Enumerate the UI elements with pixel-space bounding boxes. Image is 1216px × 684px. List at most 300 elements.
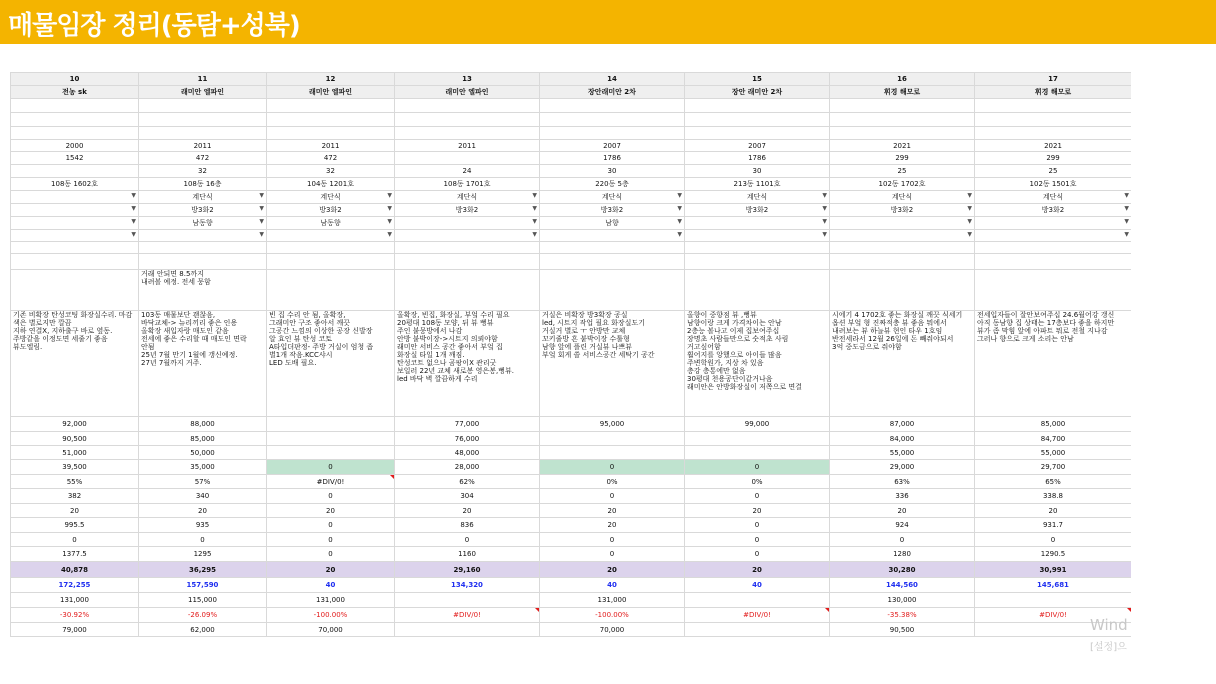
grid-cell[interactable]: 115,000 bbox=[139, 593, 267, 608]
grid-cell[interactable]: 래미안 엘파인 bbox=[395, 86, 540, 99]
grid-cell[interactable]: 거래 안되면 8.5까지 내려볼 예정. 전세 뭉함 bbox=[139, 270, 267, 311]
grid-cell[interactable] bbox=[540, 127, 685, 140]
dropdown-arrow-icon[interactable]: ▼ bbox=[967, 192, 972, 199]
grid-cell[interactable]: 299 bbox=[830, 152, 975, 165]
grid-cell[interactable]: 20 bbox=[540, 504, 685, 518]
dropdown-arrow-icon[interactable]: ▼ bbox=[259, 205, 264, 212]
grid-cell[interactable]: 145,681 bbox=[975, 578, 1132, 593]
grid-cell[interactable]: 2021 bbox=[830, 140, 975, 152]
grid-cell[interactable]: 108동 1602호 bbox=[11, 178, 139, 191]
dropdown-arrow-icon[interactable]: ▼ bbox=[822, 218, 827, 225]
grid-cell[interactable]: 32 bbox=[139, 165, 267, 178]
grid-cell[interactable]: 36,295 bbox=[139, 562, 267, 578]
grid-cell[interactable] bbox=[139, 242, 267, 254]
grid-cell[interactable] bbox=[685, 270, 830, 311]
table-row bbox=[11, 140, 1132, 152]
grid-cell[interactable]: 방3화2 ▼ bbox=[139, 204, 267, 217]
dropdown-arrow-icon[interactable]: ▼ bbox=[387, 231, 392, 238]
grid-cell[interactable] bbox=[975, 270, 1132, 311]
grid-cell[interactable]: 남향 ▼ bbox=[540, 217, 685, 230]
grid-cell[interactable] bbox=[830, 254, 975, 270]
grid-cell[interactable]: 방3화2 ▼ bbox=[540, 204, 685, 217]
grid-cell[interactable]: 계단식 ▼ bbox=[395, 191, 540, 204]
grid-cell[interactable]: 84,000 bbox=[830, 432, 975, 446]
grid-cell[interactable]: 2011 bbox=[139, 140, 267, 152]
grid-cell[interactable]: 0 bbox=[267, 533, 395, 547]
grid-cell[interactable] bbox=[685, 127, 830, 140]
grid-cell[interactable]: 70,000 bbox=[267, 623, 395, 637]
grid-cell[interactable]: 1160 bbox=[395, 547, 540, 562]
grid-cell[interactable]: 1295 bbox=[139, 547, 267, 562]
grid-cell[interactable]: 올확장, 빈집, 화장실, 부엌 수리 필요 20평대 108동 모양, 뒤 뷰 뻥뷰 주인 붙뭉방에서 나감 안방 붙박이장->시트지 의뢰야함 래미안 서비스 공간 좋아서 부엌 집 화장실 타일 1개 깨짐. 탄성코트 없으나 곰팡이X 관리굿 보일러 22년 교체 새로봉 영은봉,뻥뷰. led 바닥 벽 깔끔하게 수리 bbox=[395, 311, 540, 417]
dropdown-arrow-icon[interactable]: ▼ bbox=[677, 218, 682, 225]
grid-cell[interactable]: 299 bbox=[975, 152, 1132, 165]
dropdown-arrow-icon[interactable]: ▼ bbox=[259, 231, 264, 238]
grid-cell[interactable]: 1542 bbox=[11, 152, 139, 165]
dropdown-arrow-icon[interactable]: ▼ bbox=[532, 218, 537, 225]
dropdown-arrow-icon[interactable]: ▼ bbox=[677, 231, 682, 238]
grid-cell[interactable]: 25 bbox=[830, 165, 975, 178]
grid-cell[interactable] bbox=[11, 165, 139, 178]
grid-cell[interactable]: 1377.5 bbox=[11, 547, 139, 562]
grid-cell[interactable]: 2007 bbox=[540, 140, 685, 152]
grid-cell[interactable]: 계단식 ▼ bbox=[830, 191, 975, 204]
dropdown-arrow-icon[interactable]: ▼ bbox=[131, 205, 136, 212]
grid-cell[interactable]: 87,000 bbox=[830, 417, 975, 432]
grid-cell[interactable]: 계단식 ▼ bbox=[685, 191, 830, 204]
grid-cell[interactable]: 51,000 bbox=[11, 446, 139, 460]
grid-cell[interactable] bbox=[830, 113, 975, 127]
grid-cell[interactable]: 전농 sk bbox=[11, 86, 139, 99]
grid-cell[interactable] bbox=[139, 113, 267, 127]
grid-cell[interactable]: 172,255 bbox=[11, 578, 139, 593]
grid-cell[interactable]: 50,000 bbox=[139, 446, 267, 460]
grid-cell[interactable] bbox=[139, 254, 267, 270]
grid-cell[interactable]: 924 bbox=[830, 518, 975, 533]
grid-cell[interactable]: 15 bbox=[685, 73, 830, 86]
grid-cell[interactable]: 336 bbox=[830, 489, 975, 504]
dropdown-arrow-icon[interactable]: ▼ bbox=[1124, 192, 1129, 199]
grid-cell[interactable]: 30 bbox=[685, 165, 830, 178]
grid-cell[interactable]: 1786 bbox=[540, 152, 685, 165]
grid-cell[interactable]: 빈 집 수리 안 됨, 올확장, 그래미안 구조 좋아서 깨끗 그공간 느낌의 이상한 공장 신발장 알 효인 뷰 탄성 코토 A타입더판정- 주방 거실이 엄청 좁 별1개 작음.KCC샤시 LED 도배 필요. bbox=[267, 311, 395, 417]
grid-cell[interactable]: 20 bbox=[975, 504, 1132, 518]
grid-cell[interactable]: 1786 bbox=[685, 152, 830, 165]
grid-cell[interactable]: 0% bbox=[685, 475, 830, 489]
dropdown-arrow-icon[interactable]: ▼ bbox=[131, 218, 136, 225]
grid-cell[interactable]: 102동 1702호 bbox=[830, 178, 975, 191]
grid-cell[interactable]: 57% bbox=[139, 475, 267, 489]
dropdown-arrow-icon[interactable]: ▼ bbox=[1124, 205, 1129, 212]
dropdown-arrow-icon[interactable]: ▼ bbox=[131, 192, 136, 199]
grid-cell[interactable] bbox=[685, 217, 830, 230]
dropdown-arrow-icon[interactable]: ▼ bbox=[387, 192, 392, 199]
grid-cell[interactable]: 84,700 bbox=[975, 432, 1132, 446]
grid-cell[interactable]: 0 bbox=[540, 533, 685, 547]
grid-cell[interactable] bbox=[395, 230, 540, 242]
grid-cell[interactable] bbox=[830, 270, 975, 311]
grid-cell[interactable] bbox=[685, 230, 830, 242]
grid-cell[interactable]: 2011 bbox=[267, 140, 395, 152]
dropdown-arrow-icon[interactable]: ▼ bbox=[677, 192, 682, 199]
grid-cell[interactable] bbox=[267, 254, 395, 270]
grid-cell[interactable] bbox=[395, 242, 540, 254]
grid-cell[interactable]: 0 bbox=[830, 533, 975, 547]
grid-cell[interactable]: 104동 1201호 bbox=[267, 178, 395, 191]
grid-cell[interactable]: 방3화2 ▼ bbox=[830, 204, 975, 217]
grid-cell[interactable]: #DIV/0! bbox=[395, 608, 540, 623]
grid-cell[interactable]: 85,000 bbox=[975, 417, 1132, 432]
grid-cell[interactable]: 방3화2 ▼ bbox=[975, 204, 1132, 217]
grid-cell[interactable] bbox=[395, 152, 540, 165]
grid-cell[interactable] bbox=[395, 127, 540, 140]
grid-cell[interactable]: 103동 매물보단 괜찮음, 바닥교체-> 뉴리끼리 좋은 인용 올확장 새입자랑 매도인 같음 전세에 좋은 수리할 때 매도인 면락 안됨 25년 7월 만기 1월에 갱신예정. 27년 7월까지 거주. bbox=[139, 311, 267, 417]
grid-cell[interactable] bbox=[685, 432, 830, 446]
grid-cell[interactable]: 20 bbox=[540, 562, 685, 578]
grid-cell[interactable]: -26.09% bbox=[139, 608, 267, 623]
grid-cell[interactable]: 55% bbox=[11, 475, 139, 489]
grid-cell[interactable]: 472 bbox=[139, 152, 267, 165]
grid-cell[interactable]: 76,000 bbox=[395, 432, 540, 446]
grid-cell[interactable]: 30,991 bbox=[975, 562, 1132, 578]
dropdown-arrow-icon[interactable]: ▼ bbox=[822, 192, 827, 199]
grid-cell[interactable]: 29,160 bbox=[395, 562, 540, 578]
grid-cell[interactable]: 10 bbox=[11, 73, 139, 86]
grid-cell[interactable]: 17 bbox=[975, 73, 1132, 86]
grid-cell[interactable] bbox=[975, 113, 1132, 127]
table-row bbox=[11, 311, 1132, 417]
dropdown-arrow-icon[interactable]: ▼ bbox=[677, 205, 682, 212]
grid-cell[interactable]: 0 bbox=[267, 489, 395, 504]
grid-cell[interactable] bbox=[830, 230, 975, 242]
grid-cell[interactable]: 전세입자들이 잘안보여주십 24.6월어강 갱신 아직 동남향 집 상태는 17층보다 좋을 하지만 뷰가 좀 막힘 앞에 아파트 뭐로 전철 지나감 그러나 향으로 크게 소리는 안남 bbox=[975, 311, 1132, 417]
grid-cell[interactable]: 108동 1701호 bbox=[395, 178, 540, 191]
grid-cell[interactable] bbox=[11, 127, 139, 140]
grid-cell[interactable] bbox=[540, 99, 685, 113]
grid-cell[interactable]: 220동 5층 bbox=[540, 178, 685, 191]
grid-cell[interactable] bbox=[267, 230, 395, 242]
grid-cell[interactable]: 40,878 bbox=[11, 562, 139, 578]
grid-cell[interactable] bbox=[540, 242, 685, 254]
grid-cell[interactable] bbox=[267, 113, 395, 127]
grid-cell[interactable]: 2011 bbox=[395, 140, 540, 152]
grid-cell[interactable]: 0 bbox=[540, 489, 685, 504]
grid-cell[interactable]: 62% bbox=[395, 475, 540, 489]
grid-cell[interactable]: 기존 비확장 탄성코팅 화장실수리. 마감색은 별로지만 깔끔 지하 연결X, 지하출구 바로 옆동. 주방같을 이정도면 세줄기 좋음 뷰도엘림. bbox=[11, 311, 139, 417]
grid-cell[interactable] bbox=[267, 127, 395, 140]
dropdown-arrow-icon[interactable]: ▼ bbox=[967, 205, 972, 212]
dropdown-arrow-icon[interactable]: ▼ bbox=[387, 218, 392, 225]
grid-cell[interactable]: 29,700 bbox=[975, 460, 1132, 475]
grid-cell[interactable]: 836 bbox=[395, 518, 540, 533]
grid-cell[interactable]: 20 bbox=[395, 504, 540, 518]
dropdown-arrow-icon[interactable]: ▼ bbox=[532, 231, 537, 238]
grid-cell[interactable]: 1280 bbox=[830, 547, 975, 562]
grid-cell[interactable]: 88,000 bbox=[139, 417, 267, 432]
grid-cell[interactable]: -35.38% bbox=[830, 608, 975, 623]
grid-cell[interactable]: 62,000 bbox=[139, 623, 267, 637]
dropdown-arrow-icon[interactable]: ▼ bbox=[967, 231, 972, 238]
grid-cell[interactable] bbox=[11, 242, 139, 254]
grid-cell[interactable]: 213동 1101호 bbox=[685, 178, 830, 191]
grid-cell[interactable] bbox=[830, 242, 975, 254]
grid-cell[interactable] bbox=[11, 254, 139, 270]
dropdown-arrow-icon[interactable]: ▼ bbox=[532, 205, 537, 212]
grid-cell[interactable]: 995.5 bbox=[11, 518, 139, 533]
grid-cell[interactable]: #DIV/0! bbox=[267, 475, 395, 489]
grid-cell[interactable] bbox=[11, 99, 139, 113]
grid-cell[interactable]: 0 bbox=[540, 460, 685, 475]
grid-cell[interactable]: 24 bbox=[395, 165, 540, 178]
grid-cell[interactable]: 11 bbox=[139, 73, 267, 86]
grid-cell[interactable] bbox=[267, 417, 395, 432]
grid-cell[interactable]: 95,000 bbox=[540, 417, 685, 432]
grid-cell[interactable] bbox=[975, 127, 1132, 140]
grid-cell[interactable]: 계단식 ▼ bbox=[139, 191, 267, 204]
grid-cell[interactable]: 79,000 bbox=[11, 623, 139, 637]
dropdown-arrow-icon[interactable]: ▼ bbox=[1124, 231, 1129, 238]
grid-cell[interactable]: 시에기 4 1702호 좋는 화장실 깨끗 식세기 옵션 부엌 형 진짜적충 뷰 좋음 뭐에서 내려보는 뷰 하늘뷰 현인 타우 1호임 반전세라서 12월 26일에 돈 빼줘야되서 3억 중도금으로 줘야함 bbox=[830, 311, 975, 417]
grid-cell[interactable]: 25 bbox=[975, 165, 1132, 178]
grid-cell[interactable]: 0 bbox=[540, 547, 685, 562]
table-row bbox=[11, 417, 1132, 432]
grid-cell[interactable] bbox=[11, 191, 139, 204]
grid-cell[interactable]: 340 bbox=[139, 489, 267, 504]
grid-cell[interactable]: 382 bbox=[11, 489, 139, 504]
grid-cell[interactable] bbox=[395, 623, 540, 637]
grid-cell[interactable] bbox=[267, 242, 395, 254]
grid-cell[interactable]: 20 bbox=[540, 518, 685, 533]
grid-cell[interactable]: 304 bbox=[395, 489, 540, 504]
grid-cell[interactable] bbox=[975, 242, 1132, 254]
grid-cell[interactable]: 32 bbox=[267, 165, 395, 178]
grid-cell[interactable] bbox=[685, 623, 830, 637]
grid-cell[interactable] bbox=[685, 446, 830, 460]
grid-cell[interactable]: 남동향 ▼ bbox=[267, 217, 395, 230]
grid-cell[interactable] bbox=[11, 270, 139, 311]
grid-cell[interactable] bbox=[540, 432, 685, 446]
grid-cell[interactable]: 계단식 ▼ bbox=[540, 191, 685, 204]
grid-cell[interactable] bbox=[11, 204, 139, 217]
table-row bbox=[11, 73, 1132, 86]
grid-cell[interactable] bbox=[139, 127, 267, 140]
grid-cell[interactable] bbox=[267, 270, 395, 311]
grid-cell[interactable]: 0 bbox=[267, 547, 395, 562]
dropdown-arrow-icon[interactable]: ▼ bbox=[259, 192, 264, 199]
grid-cell[interactable]: 55,000 bbox=[830, 446, 975, 460]
grid-cell[interactable] bbox=[975, 99, 1132, 113]
dropdown-arrow-icon[interactable]: ▼ bbox=[131, 231, 136, 238]
grid-cell[interactable] bbox=[11, 113, 139, 127]
grid-cell[interactable] bbox=[540, 230, 685, 242]
grid-cell[interactable]: 131,000 bbox=[11, 593, 139, 608]
grid-cell[interactable] bbox=[395, 254, 540, 270]
grid-cell[interactable] bbox=[139, 99, 267, 113]
grid-cell[interactable]: 방3화2 ▼ bbox=[395, 204, 540, 217]
grid-cell[interactable]: 131,000 bbox=[540, 593, 685, 608]
grid-cell[interactable]: 65% bbox=[975, 475, 1132, 489]
grid-cell[interactable]: 28,000 bbox=[395, 460, 540, 475]
grid-cell[interactable] bbox=[267, 432, 395, 446]
grid-cell[interactable]: 40 bbox=[267, 578, 395, 593]
grid-cell[interactable] bbox=[395, 593, 540, 608]
dropdown-arrow-icon[interactable]: ▼ bbox=[1124, 218, 1129, 225]
grid-cell[interactable]: 77,000 bbox=[395, 417, 540, 432]
grid-cell[interactable]: 92,000 bbox=[11, 417, 139, 432]
grid-cell[interactable]: 20 bbox=[11, 504, 139, 518]
grid-cell[interactable]: 0 bbox=[685, 547, 830, 562]
grid-cell[interactable]: #DIV/0! bbox=[685, 608, 830, 623]
grid-cell[interactable] bbox=[395, 217, 540, 230]
table-row bbox=[11, 113, 1132, 127]
grid-cell[interactable]: 102동 1501호 bbox=[975, 178, 1132, 191]
grid-cell[interactable] bbox=[540, 113, 685, 127]
grid-cell[interactable]: 144,560 bbox=[830, 578, 975, 593]
grid-cell[interactable]: 30 bbox=[540, 165, 685, 178]
error-marker-icon bbox=[1127, 608, 1131, 612]
grid-cell[interactable]: 134,320 bbox=[395, 578, 540, 593]
grid-cell[interactable]: 0 bbox=[685, 533, 830, 547]
grid-cell[interactable] bbox=[975, 230, 1132, 242]
grid-cell[interactable]: 20 bbox=[830, 504, 975, 518]
grid-cell[interactable]: 29,000 bbox=[830, 460, 975, 475]
grid-cell[interactable] bbox=[830, 127, 975, 140]
grid-cell[interactable] bbox=[540, 254, 685, 270]
grid-cell[interactable]: 20 bbox=[139, 504, 267, 518]
grid-cell[interactable] bbox=[685, 113, 830, 127]
grid-cell[interactable]: 63% bbox=[830, 475, 975, 489]
grid-cell[interactable]: -100.00% bbox=[540, 608, 685, 623]
grid-cell[interactable]: 131,000 bbox=[267, 593, 395, 608]
grid-cell[interactable]: 130,000 bbox=[830, 593, 975, 608]
grid-cell[interactable]: 48,000 bbox=[395, 446, 540, 460]
grid-cell[interactable]: -30.92% bbox=[11, 608, 139, 623]
table-row bbox=[11, 99, 1132, 113]
grid-cell[interactable] bbox=[975, 217, 1132, 230]
grid-cell[interactable]: 0 bbox=[685, 489, 830, 504]
grid-cell[interactable] bbox=[395, 99, 540, 113]
dropdown-arrow-icon[interactable]: ▼ bbox=[532, 192, 537, 199]
grid-cell[interactable]: 99,000 bbox=[685, 417, 830, 432]
grid-cell[interactable]: 2021 bbox=[975, 140, 1132, 152]
grid-cell[interactable]: 방3화2 ▼ bbox=[267, 204, 395, 217]
grid-cell[interactable]: 1290.5 bbox=[975, 547, 1132, 562]
grid-cell[interactable]: 35,000 bbox=[139, 460, 267, 475]
grid-cell[interactable]: 0 bbox=[11, 533, 139, 547]
dropdown-arrow-icon[interactable]: ▼ bbox=[822, 205, 827, 212]
grid-cell[interactable]: 85,000 bbox=[139, 432, 267, 446]
grid-cell[interactable]: 40 bbox=[685, 578, 830, 593]
grid-cell[interactable]: 108동 16층 bbox=[139, 178, 267, 191]
grid-cell[interactable]: 계단식 ▼ bbox=[267, 191, 395, 204]
table-row bbox=[11, 191, 1132, 204]
grid-cell[interactable]: 12 bbox=[267, 73, 395, 86]
dropdown-arrow-icon[interactable]: ▼ bbox=[822, 231, 827, 238]
grid-cell[interactable]: 13 bbox=[395, 73, 540, 86]
grid-cell[interactable]: 남동향 ▼ bbox=[139, 217, 267, 230]
table-row bbox=[11, 217, 1132, 230]
spreadsheet-grid[interactable] bbox=[10, 72, 1131, 657]
grid-cell[interactable]: 0 bbox=[975, 533, 1132, 547]
grid-cell[interactable]: 0 bbox=[139, 533, 267, 547]
table-row bbox=[11, 504, 1132, 518]
grid-cell[interactable] bbox=[11, 217, 139, 230]
grid-cell[interactable]: 거실은 비확장 방3확장 공실 led, 시트지 작업 필요 화장실도기 거실거 별로 ㅜ 안방만 교체 꼬키줄방 흔 붙박이장 수툴형 남향 앞에 플린 거실뷰 나쁘뷰 부엌 회게 쓸 서비스공간 세탁기 공간 bbox=[540, 311, 685, 417]
grid-cell[interactable] bbox=[975, 254, 1132, 270]
grid-cell[interactable]: 20 bbox=[267, 562, 395, 578]
grid-cell[interactable]: 0 bbox=[685, 518, 830, 533]
grid-cell[interactable]: 래미안 엘파인 bbox=[267, 86, 395, 99]
grid-cell[interactable]: 0 bbox=[267, 518, 395, 533]
grid-cell[interactable] bbox=[395, 113, 540, 127]
grid-cell[interactable]: 472 bbox=[267, 152, 395, 165]
grid-cell[interactable]: 20 bbox=[685, 562, 830, 578]
grid-cell[interactable]: 157,590 bbox=[139, 578, 267, 593]
grid-cell[interactable]: 70,000 bbox=[540, 623, 685, 637]
table-row bbox=[11, 562, 1132, 578]
grid-cell[interactable]: 0% bbox=[540, 475, 685, 489]
grid-cell[interactable]: 래미안 엘파인 bbox=[139, 86, 267, 99]
table-row bbox=[11, 127, 1132, 140]
grid-cell[interactable]: 계단식 ▼ bbox=[975, 191, 1132, 204]
grid-cell[interactable]: 0 bbox=[395, 533, 540, 547]
grid-cell[interactable]: 장안 래미안 2차 bbox=[685, 86, 830, 99]
grid-cell[interactable]: 16 bbox=[830, 73, 975, 86]
grid-cell[interactable] bbox=[267, 446, 395, 460]
grid-cell[interactable] bbox=[685, 593, 830, 608]
grid-cell[interactable]: 55,000 bbox=[975, 446, 1132, 460]
grid-cell[interactable] bbox=[685, 99, 830, 113]
dropdown-arrow-icon[interactable]: ▼ bbox=[259, 218, 264, 225]
grid-cell[interactable] bbox=[685, 254, 830, 270]
grid-cell[interactable] bbox=[540, 446, 685, 460]
grid-cell[interactable]: 방3화2 ▼ bbox=[685, 204, 830, 217]
grid-cell[interactable]: 931.7 bbox=[975, 518, 1132, 533]
grid-cell[interactable] bbox=[11, 230, 139, 242]
grid-cell[interactable]: -100.00% bbox=[267, 608, 395, 623]
grid-cell[interactable]: 0 bbox=[685, 460, 830, 475]
dropdown-arrow-icon[interactable]: ▼ bbox=[967, 218, 972, 225]
grid-cell[interactable] bbox=[139, 230, 267, 242]
grid-cell[interactable] bbox=[267, 99, 395, 113]
grid-cell[interactable]: 장안래미안 2차 bbox=[540, 86, 685, 99]
grid-cell[interactable]: 30,280 bbox=[830, 562, 975, 578]
grid-cell[interactable]: 20 bbox=[267, 504, 395, 518]
grid-cell[interactable] bbox=[830, 217, 975, 230]
grid-cell[interactable] bbox=[395, 270, 540, 311]
grid-cell[interactable]: 90,500 bbox=[11, 432, 139, 446]
grid-cell[interactable]: 0 bbox=[267, 460, 395, 475]
grid-cell[interactable]: 2007 bbox=[685, 140, 830, 152]
grid-cell[interactable]: 40 bbox=[540, 578, 685, 593]
grid-cell[interactable]: 올향이 중향점 뷰 ,뻥뷰 남향이랑 크게 가격차이는 안남 2층능 볼나고 이제 집보여주십 장명초 사람들만으로 숫적초 사림 거고싶어함 훨어지를 앙했으로 아이들 많음 주변학원가, 지상 차 있음 층강 층통에만 없음 30평대 천용공단이같거나음 래미안은 안방화장실이 저쪽으로 면결 bbox=[685, 311, 830, 417]
grid-cell[interactable]: 2000 bbox=[11, 140, 139, 152]
grid-cell[interactable] bbox=[540, 270, 685, 311]
grid-cell[interactable]: 20 bbox=[685, 504, 830, 518]
grid-cell[interactable]: 90,500 bbox=[830, 623, 975, 637]
grid-cell[interactable]: 935 bbox=[139, 518, 267, 533]
grid-cell[interactable] bbox=[830, 99, 975, 113]
dropdown-arrow-icon[interactable]: ▼ bbox=[387, 205, 392, 212]
grid-cell[interactable]: #DIV/0! bbox=[975, 608, 1132, 623]
grid-cell[interactable]: 휘경 해모로 bbox=[830, 86, 975, 99]
grid-cell[interactable]: 14 bbox=[540, 73, 685, 86]
grid-cell[interactable] bbox=[685, 242, 830, 254]
grid-cell[interactable] bbox=[975, 593, 1132, 608]
grid-cell[interactable]: 39,500 bbox=[11, 460, 139, 475]
grid-cell[interactable]: 휘경 해모로 bbox=[975, 86, 1132, 99]
grid-cell[interactable]: 338.8 bbox=[975, 489, 1132, 504]
